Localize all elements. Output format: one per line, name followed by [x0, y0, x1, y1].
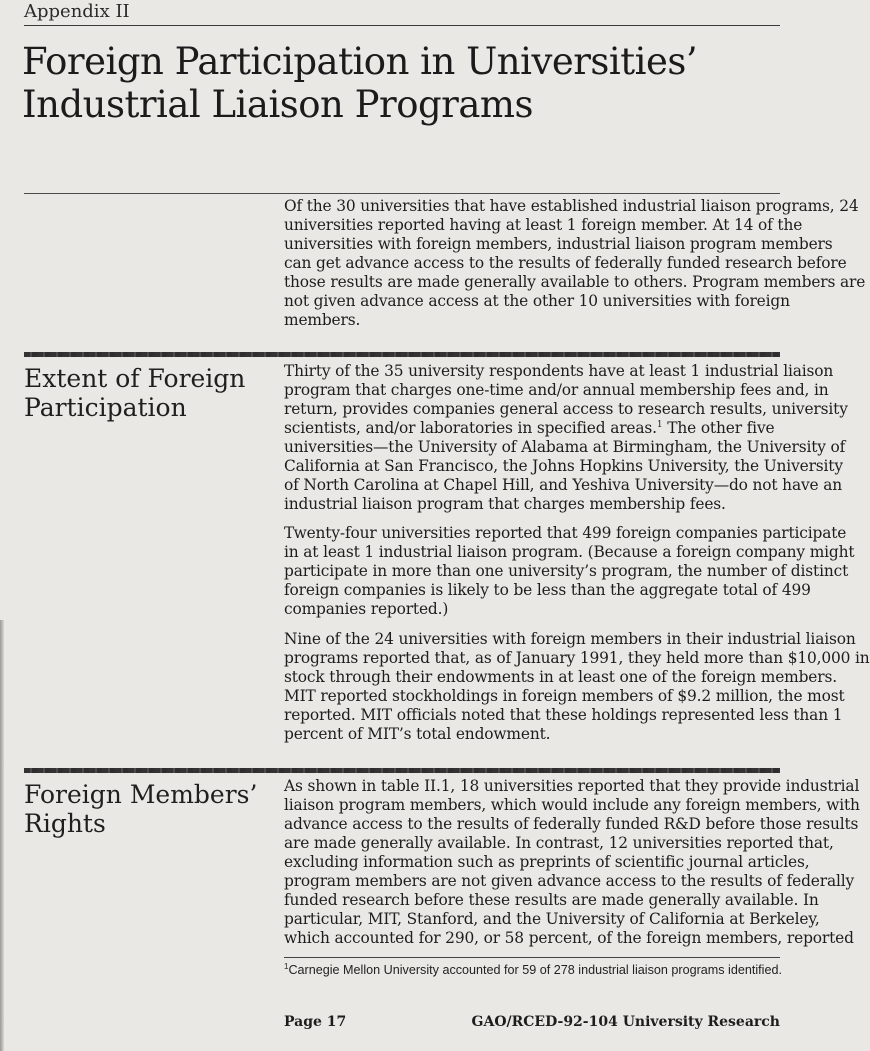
text-line: As shown in table II.1, 18 universities reported that they provide industrial: [284, 777, 860, 795]
text-line: Twenty-four universities reported that 499 foreign companies participate: [284, 524, 847, 542]
text-segment: The other five: [662, 419, 775, 437]
text-segment: scientists, and/or laboratories in specified areas.: [284, 419, 657, 437]
page-title-line: Foreign Participation in Universities’: [22, 40, 698, 83]
text-line: can get advance access to the results of federally funded research before: [284, 254, 847, 272]
extent-paragraph-2: [284, 524, 855, 619]
header-rule: [24, 25, 780, 26]
text-line: particular, MIT, Stanford, and the University of California at Berkeley,: [284, 910, 820, 928]
heading-line: Extent of Foreign: [24, 364, 246, 393]
section-heading-rights: [24, 780, 264, 838]
section-rule: [24, 352, 780, 357]
intro-paragraph: [284, 197, 866, 330]
text-line: companies reported.): [284, 600, 449, 618]
text-line: not given advance access at the other 10 universities with foreign: [284, 292, 790, 310]
extent-paragraph-1: [284, 362, 848, 514]
text-line: reported. MIT officials noted that these holdings represented less than 1: [284, 706, 843, 724]
text-line: program that charges one-time and/or annual membership fees and, in: [284, 381, 829, 399]
text-line: excluding information such as preprints of scientific journal articles,: [284, 853, 810, 871]
text-line: universities with foreign members, industrial liaison program members: [284, 235, 833, 253]
text-line: participate in more than one university’s program, the number of distinct: [284, 562, 849, 580]
appendix-label: Appendix II: [24, 1, 130, 22]
text-line: programs reported that, as of January 1991, they held more than $10,000 in: [284, 649, 870, 667]
text-line: which accounted for 290, or 58 percent, of the foreign members, reported: [284, 929, 854, 947]
heading-line: Foreign Members’: [24, 780, 258, 809]
text-line: return, provides companies general access to research results, university: [284, 400, 848, 418]
heading-line: Rights: [24, 809, 106, 838]
text-line: members.: [284, 311, 361, 329]
text-line: percent of MIT’s total endowment.: [284, 725, 551, 743]
text-line: Thirty of the 35 university respondents have at least 1 industrial liaison: [284, 362, 834, 380]
text-line: liaison program members, which would include any foreign members, with: [284, 796, 860, 814]
text-line: advance access to the results of federally funded R&D before those results: [284, 815, 859, 833]
heading-line: Participation: [24, 393, 187, 422]
text-line: those results are made generally available to others. Program members are: [284, 273, 866, 291]
text-line: stock through their endowments in at least one of the foreign members.: [284, 668, 837, 686]
page-number: Page 17: [284, 1014, 347, 1030]
footnote-text: Carnegie Mellon University accounted for 59 of 278 industrial liaison programs identified.: [288, 963, 782, 977]
footnote-ref: 1: [656, 419, 663, 430]
text-line: are made generally available. In contrast, 12 universities reported that,: [284, 834, 834, 852]
footnote-marker: 1: [284, 961, 289, 971]
text-line: of North Carolina at Chapel Hill, and Yeshiva University—do not have an: [284, 476, 842, 494]
text-line: California at San Francisco, the Johns Hopkins University, the University: [284, 457, 843, 475]
text-line: MIT reported stockholdings in foreign members of $9.2 million, the most: [284, 687, 845, 705]
section-heading-extent: [24, 364, 264, 422]
text-line: [284, 419, 780, 438]
text-line: foreign companies is likely to be less than the aggregate total of 499: [284, 581, 811, 599]
text-line: in at least 1 industrial liaison program. (Because a foreign company might: [284, 543, 855, 561]
text-line: Nine of the 24 universities with foreign members in their industrial liaison: [284, 630, 856, 648]
page-title: [22, 40, 792, 126]
rights-paragraph-1: [284, 777, 860, 948]
extent-paragraph-3: [284, 630, 870, 744]
text-line: industrial liaison program that charges membership fees.: [284, 495, 726, 513]
page-title-line: Industrial Liaison Programs: [22, 83, 534, 126]
text-line: universities—the University of Alabama at Birmingham, the University of: [284, 438, 846, 456]
footnote: [284, 962, 780, 978]
footnote-rule: [284, 957, 780, 958]
intro-rule: [24, 193, 780, 194]
report-id: GAO/RCED-92-104 University Research: [471, 1014, 780, 1030]
text-line: Of the 30 universities that have established industrial liaison programs, 24: [284, 197, 859, 215]
text-line: funded research before these results are made generally available. In: [284, 891, 819, 909]
section-rule: [24, 768, 780, 773]
text-line: universities reported having at least 1 foreign member. At 14 of the: [284, 216, 803, 234]
scan-edge-shadow: [0, 620, 4, 1051]
text-line: program members are not given advance access to the results of federally: [284, 872, 855, 890]
